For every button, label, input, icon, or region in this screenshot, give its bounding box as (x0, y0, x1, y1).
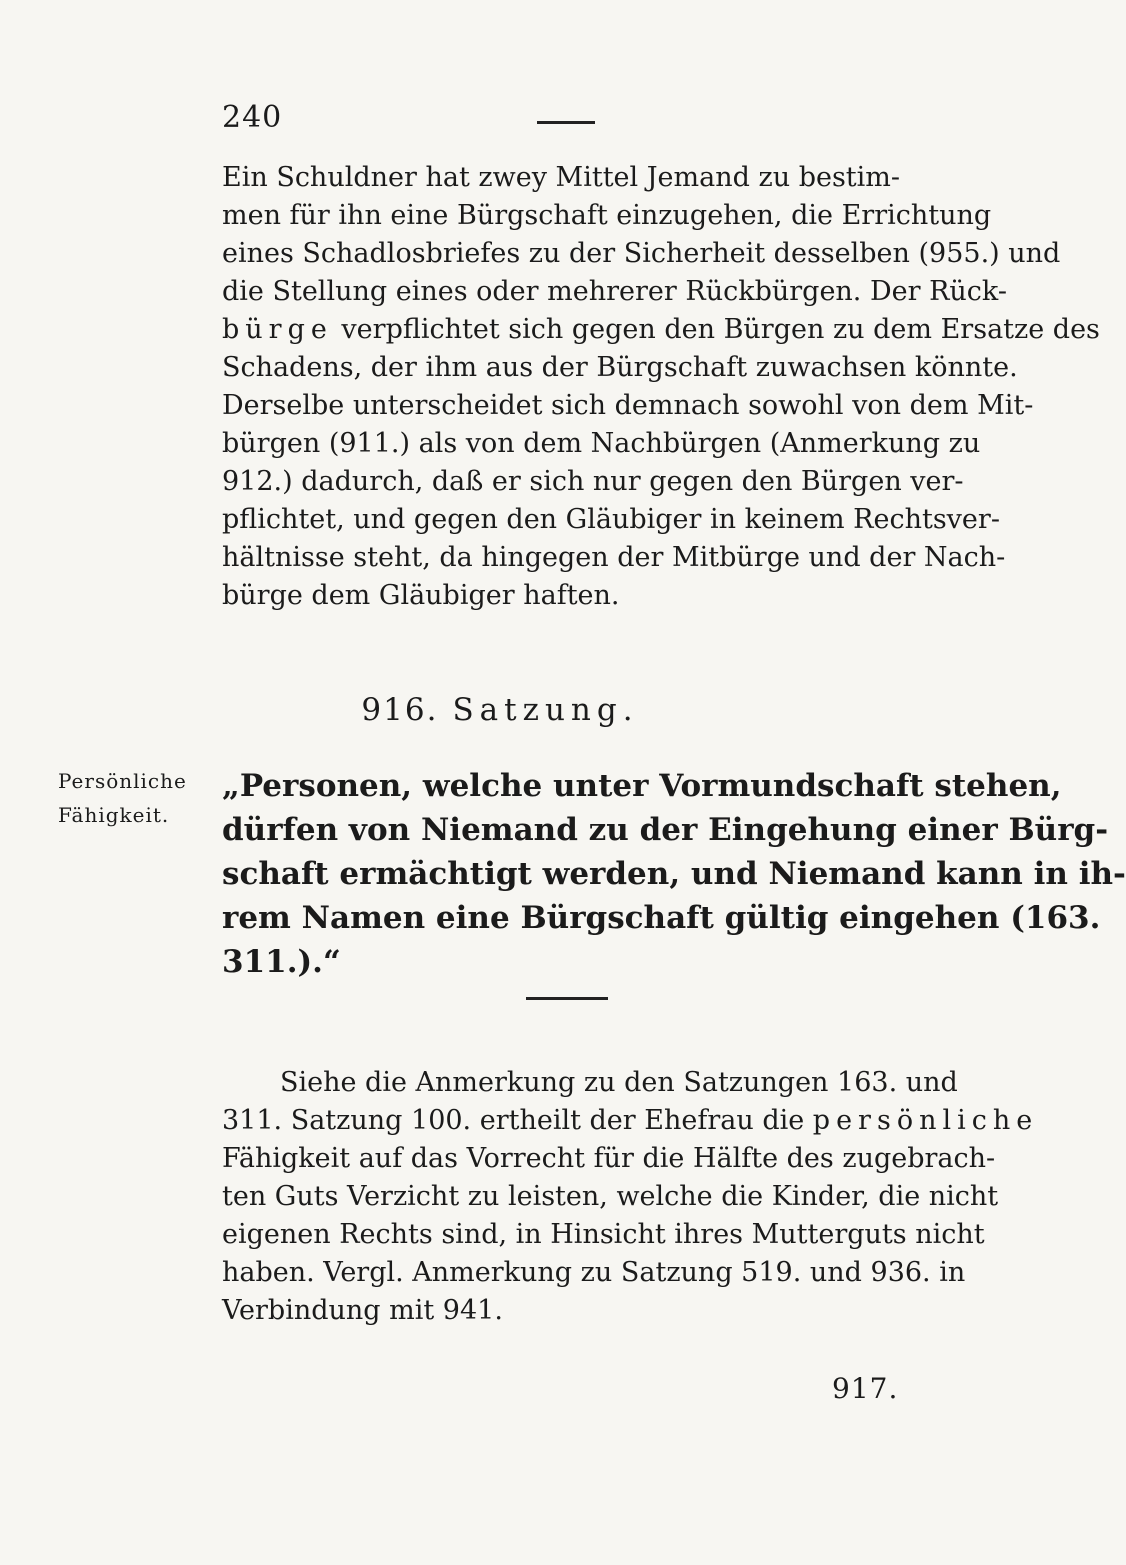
text-line: die Stellung eines oder mehrerer Rückbürgen. Der Rück- (222, 276, 1007, 307)
text-line: bürgen (911.) als von dem Nachbürgen (Anmerkung zu (222, 428, 981, 459)
text-line: dürfen von Niemand zu der Eingehung einer Bürg- (222, 812, 1109, 848)
text-line: eines Schadlosbriefes zu der Sicherheit desselben (955.) und (222, 238, 1061, 269)
text-line: 311.).“ (222, 944, 341, 980)
text-line: 912.) dadurch, daß er sich nur gegen den Bürgen ver- (222, 466, 964, 497)
text-line: Ein Schuldner hat zwey Mittel Jemand zu bestim- (222, 162, 901, 193)
statute-text (222, 764, 1126, 984)
section-divider (526, 997, 608, 1000)
text-line: Siehe die Anmerkung zu den Satzungen 163. und (280, 1067, 958, 1098)
text-fragment: verpflichtet sich gegen den Bürgen zu dem Ersatze des (332, 314, 1100, 345)
text-line: rem Namen eine Bürgschaft gültig eingehen (163. (222, 900, 1101, 936)
text-line: Derselbe unterscheidet sich demnach sowohl von dem Mit- (222, 390, 1034, 421)
text-fragment: 311. Satzung 100. ertheilt der Ehefrau die (222, 1105, 813, 1136)
text-line: men für ihn eine Bürgschaft einzugehen, die Errichtung (222, 200, 992, 231)
commentary-paragraph (222, 1064, 1039, 1330)
catchword: 917. (832, 1372, 899, 1405)
spaced-term: bürge (222, 314, 333, 345)
text-line (222, 1102, 1039, 1140)
text-line: schaft ermächtigt werden, und Niemand kann in ih- (222, 856, 1126, 892)
text-line (222, 311, 1100, 349)
margin-note (58, 764, 187, 832)
text-line: eigenen Rechts sind, in Hinsicht ihres Mutterguts nicht (222, 1219, 985, 1250)
header-rule (537, 121, 595, 124)
section-title: Satzung. (452, 692, 639, 728)
spaced-term: persönliche (812, 1105, 1039, 1136)
text-line: „Personen, welche unter Vormundschaft stehen, (222, 768, 1062, 804)
section-number: 916. (361, 692, 439, 728)
text-line: ten Guts Verzicht zu leisten, welche die Kinder, die nicht (222, 1181, 999, 1212)
page-number: 240 (222, 100, 283, 135)
text-line: haben. Vergl. Anmerkung zu Satzung 519. und 936. in (222, 1257, 966, 1288)
margin-note-line: Fähigkeit. (58, 803, 170, 827)
text-line: Fähigkeit auf das Vorrecht für die Hälfte des zugebrach- (222, 1143, 996, 1174)
text-line: Verbindung mit 941. (222, 1295, 503, 1326)
text-line: pflichtet, und gegen den Gläubiger in keinem Rechtsver- (222, 504, 1000, 535)
text-line: hältnisse steht, da hingegen der Mitbürge und der Nach- (222, 542, 1006, 573)
section-heading (0, 692, 1000, 728)
margin-note-line: Persönliche (58, 769, 187, 793)
paragraph-rueckbuerge (222, 159, 1100, 615)
text-line: bürge dem Gläubiger haften. (222, 580, 620, 611)
text-line: Schadens, der ihm aus der Bürgschaft zuwachsen könnte. (222, 352, 1018, 383)
